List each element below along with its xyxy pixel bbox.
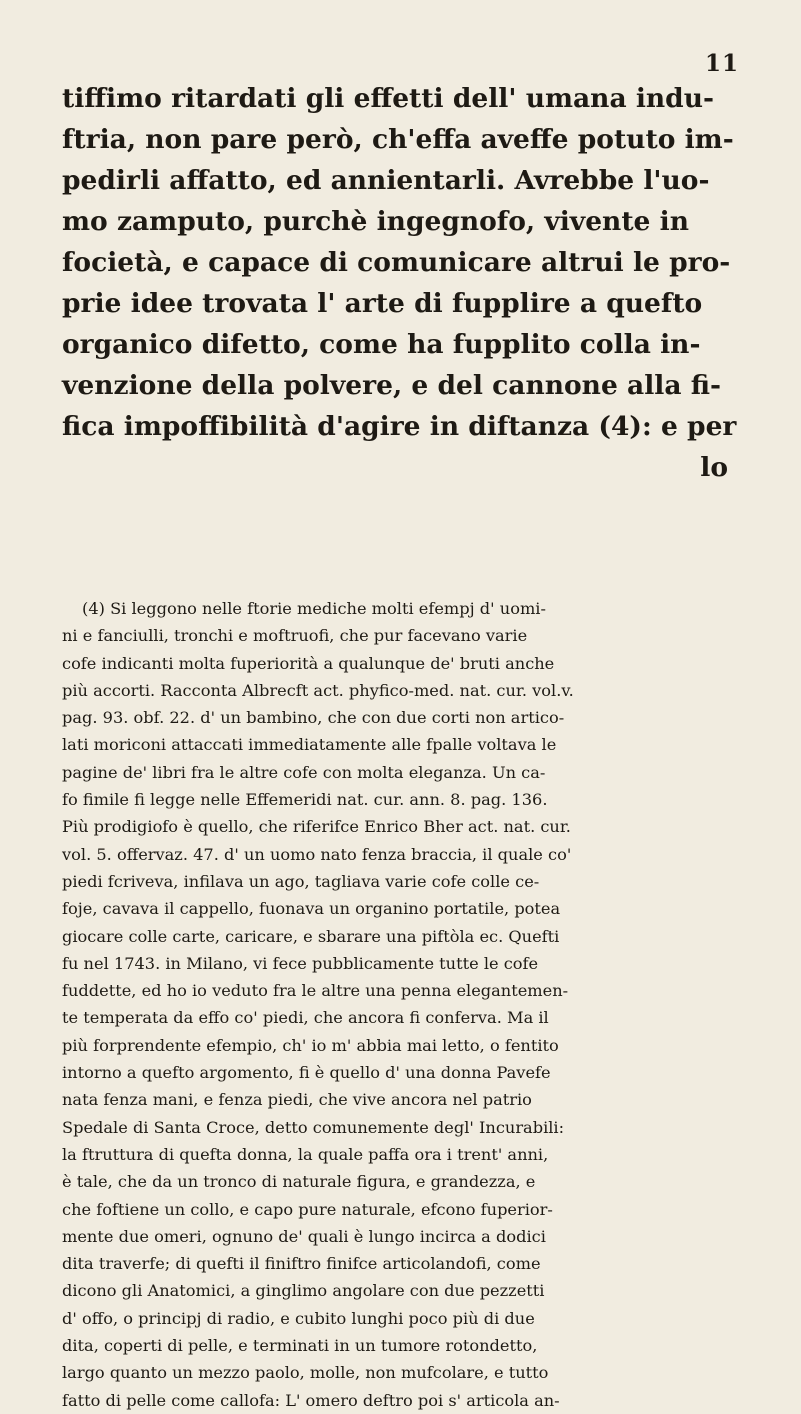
body-line: venzione della polvere, e del cannone alla fi- (62, 370, 721, 401)
footnote-line: Più prodigiofo è quello, che riferifce Enrico Bher act. nat. cur. (62, 817, 571, 837)
body-line: focietà, e capace di comunicare altrui le pro- (62, 247, 731, 278)
body-line: pedirli affatto, ed annientarli. Avrebbe l'uo- (62, 165, 710, 196)
footnote-line: giocare colle carte, caricare, e sbarare una piftòla ec. Quefti (62, 926, 560, 946)
body-line: fica impoffibilità d'agire in diftanza (4): e per (62, 411, 737, 442)
footnote (62, 595, 762, 1414)
footnote-line: lati moriconi attaccati immediatamente alle fpalle voltava le (62, 735, 557, 755)
body-line: mo zamputo, purchè ingegnofo, vivente in (62, 206, 689, 237)
body-line: organico difetto, come ha fupplito colla in- (62, 329, 701, 360)
footnote-line: nata fenza mani, e fenza piedi, che vive ancora nel patrio (62, 1090, 532, 1110)
footnote-line: più accorti. Racconta Albrecft act. phyfico-med. nat. cur. vol.v. (62, 680, 574, 700)
footnote-line: fo fimile fi legge nelle Effemeridi nat. cur. ann. 8. pag. 136. (62, 790, 548, 810)
body-line: tiffimo ritardati gli effetti dell' umana indu- (62, 83, 714, 114)
catchword: lo (700, 452, 728, 483)
footnote-line: intorno a quefto argomento, fi è quello d' una donna Pavefe (62, 1063, 551, 1083)
footnote-line: vol. 5. offervaz. 47. d' un uomo nato fenza braccia, il quale co' (62, 844, 572, 864)
footnote-line: (4) Si leggono nelle ftorie mediche molti efempj d' uomi- (82, 599, 546, 618)
footnote-line: più forprendente efempio, ch' io m' abbia mai letto, o fentito (62, 1035, 559, 1055)
footnote-line: piedi fcriveva, infilava un ago, tagliava varie cofe colle ce- (62, 871, 540, 891)
footnote-line: cofe indicanti molta fuperiorità a qualunque de' bruti anche (62, 653, 555, 673)
footnote-line: fatto di pelle come callofa: L' omero deftro poi s' articola an- (62, 1390, 560, 1410)
body-line: ftria, non pare però, ch'effa aveffe potuto im- (62, 124, 734, 155)
footnote-line: dicono gli Anatomici, a ginglimo angolare con due pezzetti (62, 1281, 545, 1301)
page-number: 11 (704, 50, 739, 77)
body-text (62, 78, 762, 488)
footnote-line: dita traverfe; di quefti il finiftro finifce articolandofi, come (62, 1254, 541, 1274)
footnote-line: fu nel 1743. in Milano, vi fece pubblicamente tutte le cofe (62, 953, 539, 973)
body-line: prie idee trovata l' arte di fupplire a quefto (62, 288, 703, 319)
footnote-line: fuddette, ed ho io veduto fra le altre una penna elegantemen- (62, 981, 569, 1001)
footnote-line: foje, cavava il cappello, fuonava un organino portatile, potea (62, 899, 561, 919)
footnote-line: che foftiene un collo, e capo pure naturale, efcono fuperior- (62, 1199, 553, 1219)
footnote-line: dita, coperti di pelle, e terminati in un tumore rotondetto, (62, 1336, 538, 1356)
footnote-line: largo quanto un mezzo paolo, molle, non mufcolare, e tutto (62, 1363, 549, 1383)
footnote-line: mente due omeri, ognuno de' quali è lungo incirca a dodici (62, 1226, 546, 1246)
footnote-line: è tale, che da un tronco di naturale figura, e grandezza, e (62, 1172, 536, 1192)
footnote-line: pagine de' libri fra le altre cofe con molta eleganza. Un ca- (62, 762, 546, 782)
footnote-line: la ftruttura di quefta donna, la quale paffa ora i trent' anni, (62, 1144, 549, 1164)
footnote-line: Spedale di Santa Croce, detto comunemente degl' Incurabili: (62, 1117, 565, 1137)
footnote-line: te temperata da effo co' piedi, che ancora fi conferva. Ma il (62, 1008, 549, 1028)
footnote-line: d' offo, o principj di radio, e cubito lunghi poco più di due (62, 1308, 535, 1328)
footnote-line: ni e fanciulli, tronchi e moftruofi, che pur facevano varie (62, 626, 528, 646)
footnote-line: pag. 93. obf. 22. d' un bambino, che con due corti non artico- (62, 708, 565, 728)
